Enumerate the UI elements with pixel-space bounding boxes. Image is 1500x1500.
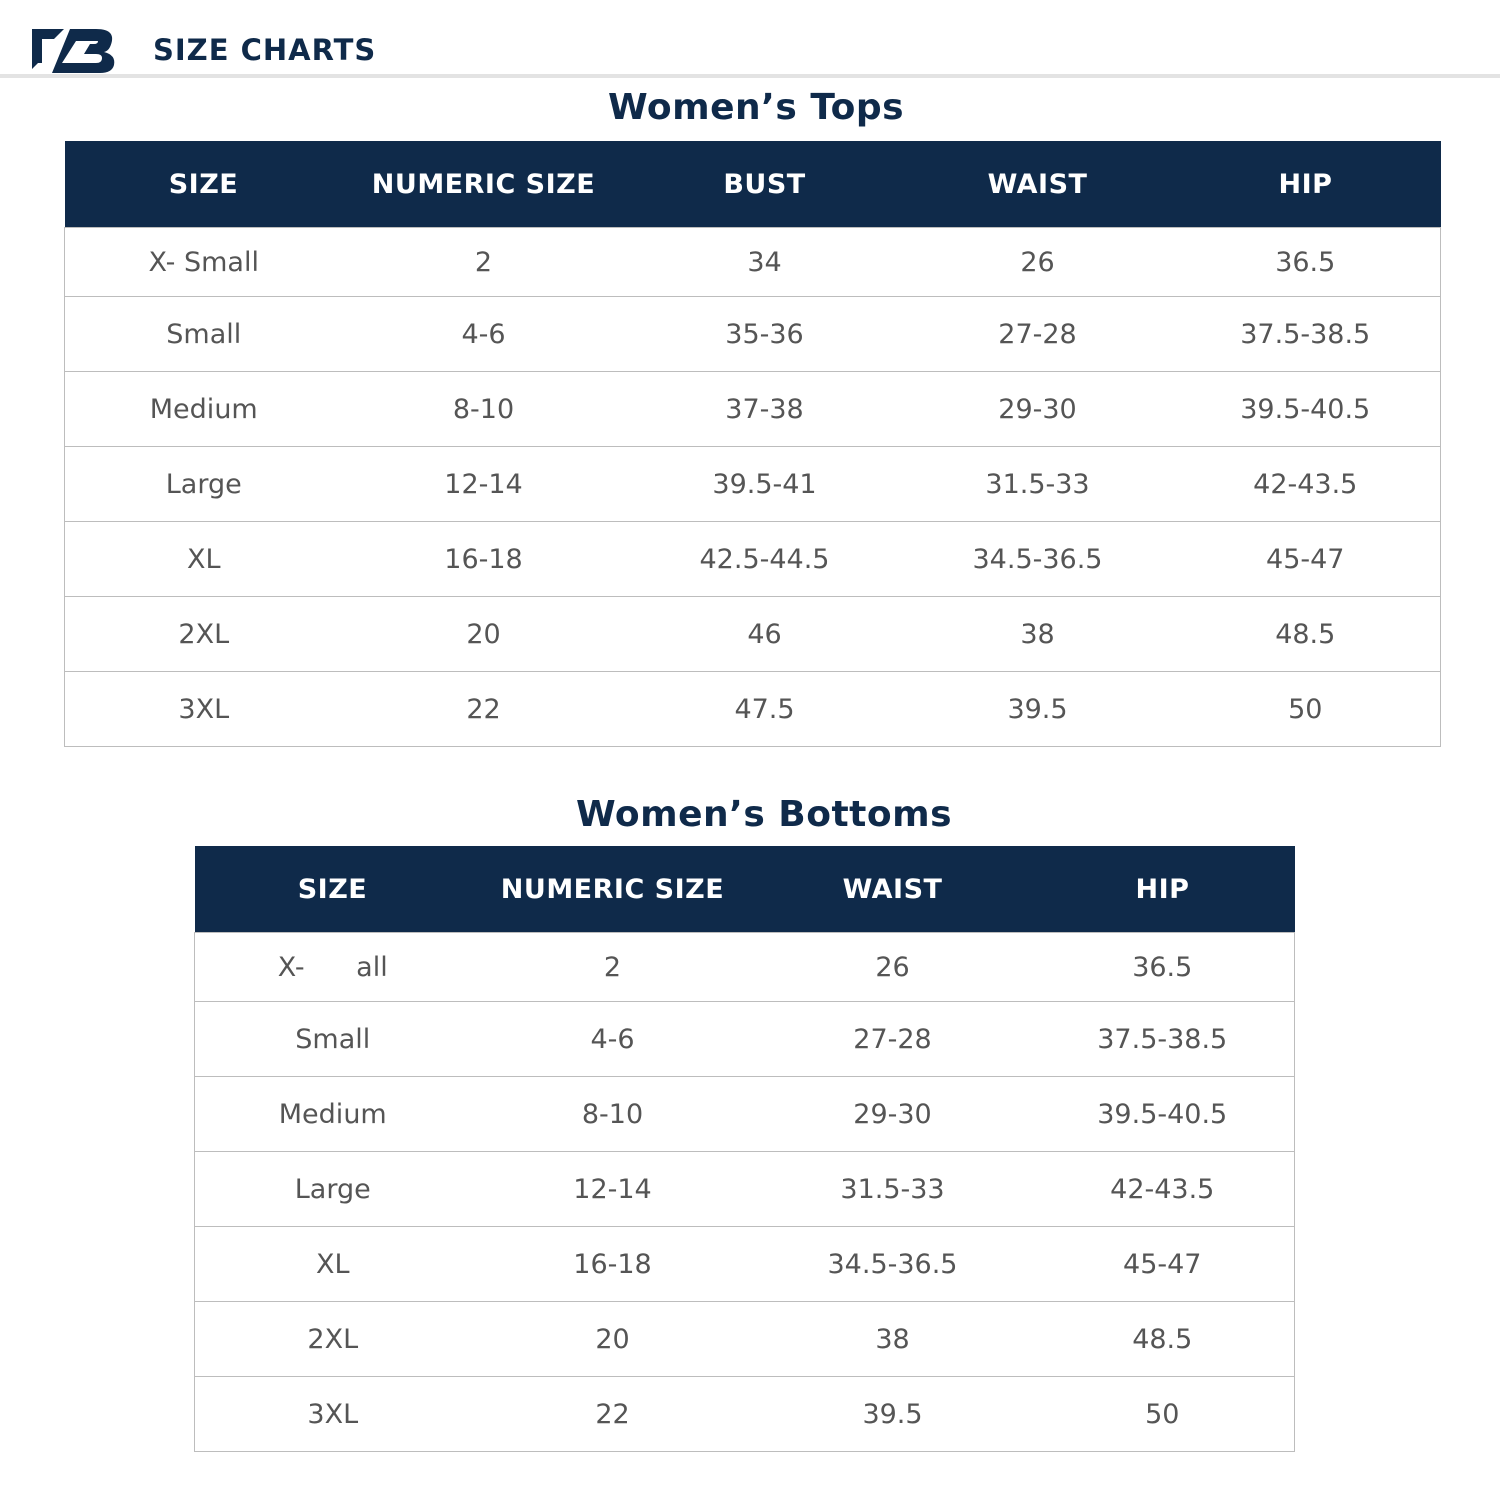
numeric-size-cell: 8-10 — [471, 1077, 755, 1152]
size-cell: Small — [65, 297, 343, 372]
size-cell: 2XL — [65, 597, 343, 672]
header-divider — [0, 74, 1500, 78]
numeric-size-cell: 16-18 — [471, 1227, 755, 1302]
table-row — [195, 933, 1295, 1002]
table-row — [195, 1227, 1295, 1302]
waist-cell: 34.5-36.5 — [905, 522, 1171, 597]
waist-cell: 39.5 — [755, 1377, 1031, 1452]
hip-cell: 42-43.5 — [1031, 1152, 1295, 1227]
hip-cell: 42-43.5 — [1171, 447, 1441, 522]
page-header — [0, 0, 1500, 78]
size-cell: Medium — [65, 372, 343, 447]
bust-cell: 37-38 — [625, 372, 905, 447]
bust-cell: 46 — [625, 597, 905, 672]
waist-cell: 31.5-33 — [755, 1152, 1031, 1227]
table-row — [65, 297, 1441, 372]
hip-cell: 48.5 — [1031, 1302, 1295, 1377]
waist-cell: 34.5-36.5 — [755, 1227, 1031, 1302]
numeric-size-cell: 12-14 — [343, 447, 625, 522]
numeric-size-cell: 4-6 — [471, 1002, 755, 1077]
bust-cell: 47.5 — [625, 672, 905, 747]
column-header-numeric-size: NUMERIC SIZE — [343, 141, 625, 228]
size-cell: 2XL — [195, 1302, 471, 1377]
waist-cell: 31.5-33 — [905, 447, 1171, 522]
numeric-size-cell: 20 — [343, 597, 625, 672]
table-row — [195, 1377, 1295, 1452]
table-row — [195, 1077, 1295, 1152]
table-row — [195, 1152, 1295, 1227]
table-row — [65, 597, 1441, 672]
waist-cell: 29-30 — [755, 1077, 1031, 1152]
hip-cell: 45-47 — [1171, 522, 1441, 597]
hip-cell: 39.5-40.5 — [1171, 372, 1441, 447]
numeric-size-cell: 4-6 — [343, 297, 625, 372]
table-row — [65, 372, 1441, 447]
size-cell: 3XL — [195, 1377, 471, 1452]
hip-cell: 39.5-40.5 — [1031, 1077, 1295, 1152]
column-header-hip: HIP — [1171, 141, 1441, 228]
hip-cell: 36.5 — [1171, 228, 1441, 297]
size-cell: Large — [195, 1152, 471, 1227]
table-row — [65, 672, 1441, 747]
table-row — [195, 1002, 1295, 1077]
size-cell: XL — [195, 1227, 471, 1302]
numeric-size-cell: 22 — [471, 1377, 755, 1452]
page-title: SIZE CHARTS — [153, 33, 377, 67]
column-header-size: SIZE — [195, 846, 471, 933]
bust-cell: 42.5-44.5 — [625, 522, 905, 597]
hip-cell: 50 — [1031, 1377, 1295, 1452]
table-header-row — [195, 846, 1295, 933]
cutter-buck-logo-icon — [30, 27, 120, 75]
waist-cell: 39.5 — [905, 672, 1171, 747]
table-row — [65, 447, 1441, 522]
waist-cell: 26 — [755, 933, 1031, 1002]
size-cell: Large — [65, 447, 343, 522]
hip-cell: 48.5 — [1171, 597, 1441, 672]
size-cell: Small — [195, 1002, 471, 1077]
numeric-size-cell: 2 — [343, 228, 625, 297]
waist-cell: 27-28 — [755, 1002, 1031, 1077]
table-row — [195, 1302, 1295, 1377]
column-header-waist: WAIST — [905, 141, 1171, 228]
size-cell: Medium — [195, 1077, 471, 1152]
bottoms-section-title: Women’s Bottoms — [575, 794, 953, 835]
numeric-size-cell: 8-10 — [343, 372, 625, 447]
numeric-size-cell: 16-18 — [343, 522, 625, 597]
column-header-waist: WAIST — [755, 846, 1031, 933]
hip-cell: 36.5 — [1031, 933, 1295, 1002]
table-row — [65, 228, 1441, 297]
size-cell: XL — [65, 522, 343, 597]
hip-cell: 45-47 — [1031, 1227, 1295, 1302]
waist-cell: 29-30 — [905, 372, 1171, 447]
column-header-bust: BUST — [625, 141, 905, 228]
size-cell: X- all — [195, 933, 471, 1002]
hip-cell: 37.5-38.5 — [1171, 297, 1441, 372]
hip-cell: 50 — [1171, 672, 1441, 747]
hip-cell: 37.5-38.5 — [1031, 1002, 1295, 1077]
numeric-size-cell: 2 — [471, 933, 755, 1002]
waist-cell: 38 — [905, 597, 1171, 672]
waist-cell: 38 — [755, 1302, 1031, 1377]
numeric-size-cell: 22 — [343, 672, 625, 747]
womens-tops-size-table — [64, 141, 1441, 747]
table-header-row — [65, 141, 1441, 228]
size-cell: X- Small — [65, 228, 343, 297]
bust-cell: 39.5-41 — [625, 447, 905, 522]
column-header-hip: HIP — [1031, 846, 1295, 933]
numeric-size-cell: 12-14 — [471, 1152, 755, 1227]
waist-cell: 26 — [905, 228, 1171, 297]
bust-cell: 34 — [625, 228, 905, 297]
bust-cell: 35-36 — [625, 297, 905, 372]
numeric-size-cell: 20 — [471, 1302, 755, 1377]
waist-cell: 27-28 — [905, 297, 1171, 372]
column-header-numeric-size: NUMERIC SIZE — [471, 846, 755, 933]
table-row — [65, 522, 1441, 597]
womens-bottoms-size-table — [194, 846, 1295, 1452]
size-cell: 3XL — [65, 672, 343, 747]
column-header-size: SIZE — [65, 141, 343, 228]
tops-section-title: Women’s Tops — [607, 87, 905, 128]
